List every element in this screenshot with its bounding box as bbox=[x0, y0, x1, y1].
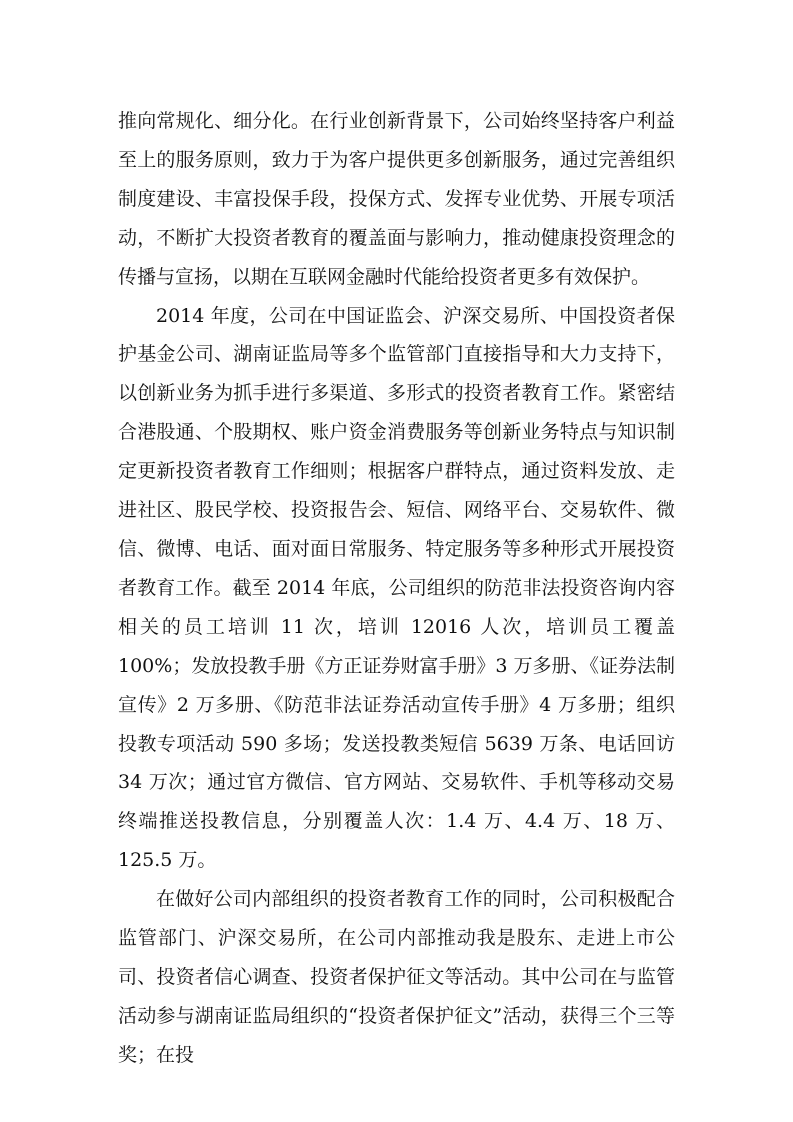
paragraph-1: 推向常规化、细分化。在行业创新背景下，公司始终坚持客户利益至上的服务原则，致力于为客户提供更多创新服务，通过完善组织制度建设、丰富投保手段，投保方式、发挥专业优势、开展专项活动，不断扩大投资者教育的覆盖面与影响力，推动健康投资理念的传播与宣扬，以期在互联网金融时代能给投资者更多有效保护。 bbox=[118, 110, 675, 288]
paragraph-2: 2014 年度，公司在中国证监会、沪深交易所、中国投资者保护基金公司、湖南证监局等多个监管部门直接指导和大力支持下，以创新业务为抓手进行多渠道、多形式的投资者教育工作。紧密结合港股通、个股期权、账户资金消费服务等创新业务特点与知识制定更新投资者教育工作细则；根据客户群特点，通过资料发放、走进社区、股民学校、投资报告会、短信、网络平台、交易软件、微信、微博、电话、面对面日常服务、特定服务等多种形式开展投资者教育工作。截至 2014 年底，公司组织的防范非法投资咨询内容相关的员工培训 11 次，培训 12016 人次，培训员工覆盖 100%；发放投教手册《方正证券财富手册》3 万多册、《证券法制宣传》2 万多册、《防范非法证券活动宣传手册》4 万多册；组织投教专项活动 590 多场；发送投教类短信 5639 万条、电话回访 34 万次；通过官方微信、官方网站、交易软件、手机等移动交易终端推送投教信息，分别覆盖人次：1.4 万、4.4 万、18 万、125.5 万。 bbox=[118, 304, 675, 872]
document-page bbox=[118, 102, 675, 1075]
paragraph-3: 在做好公司内部组织的投资者教育工作的同时，公司积极配合监管部门、沪深交易所，在公司内部推动我是股东、走进上市公司、投资者信心调查、投资者保护征文等活动。其中公司在与监管活动参与湖南证监局组织的“投资者保护征文”活动，获得三个三等奖；在投 bbox=[118, 888, 675, 1066]
